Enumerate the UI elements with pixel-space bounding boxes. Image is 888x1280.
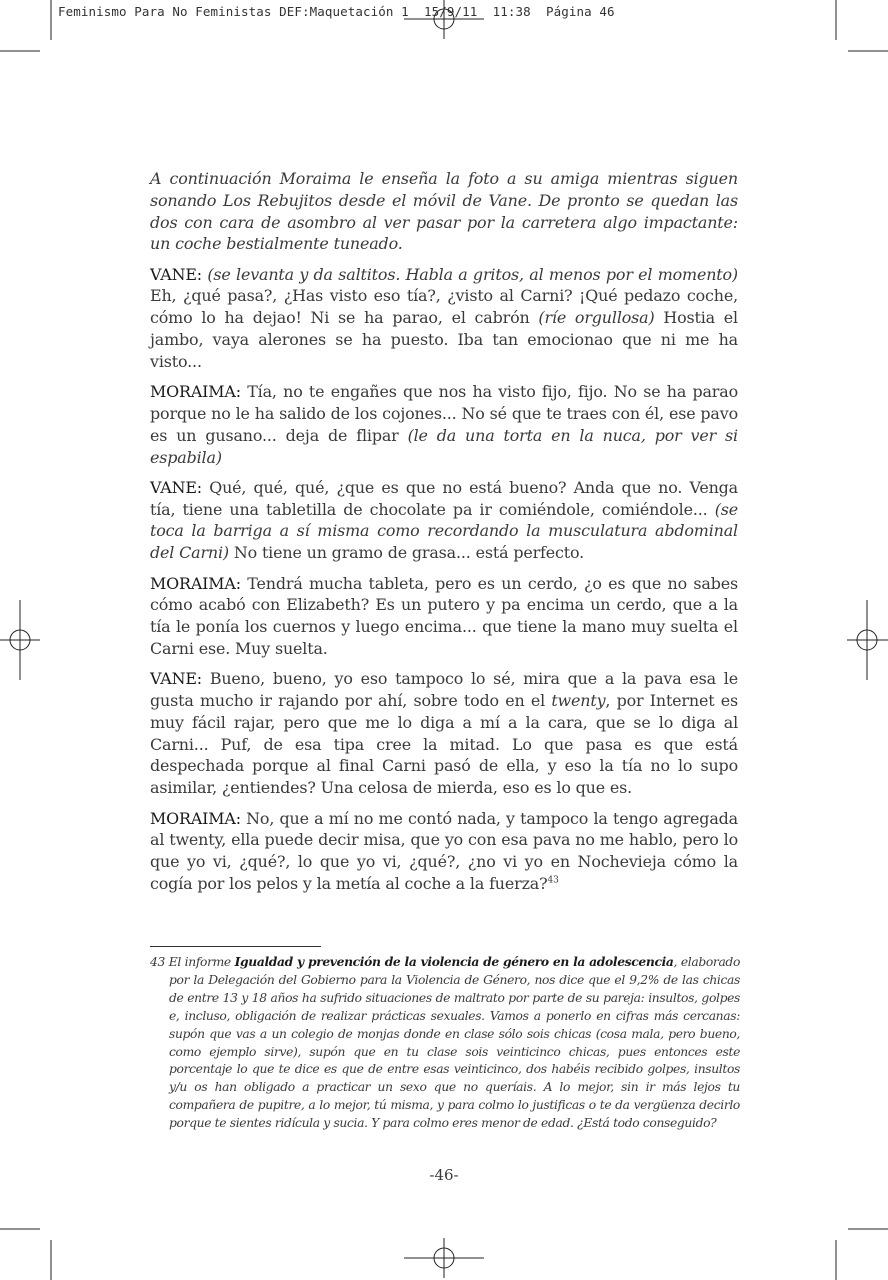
speaker-name: VANE:: [150, 669, 202, 689]
dialogue-text: Tía, no te engañes que nos ha visto fijo, fijo. No se ha parao porque no le ha salido de los cojones... No sé que te traes con él, ese pavo es un gusano... deja de flipar: [150, 382, 738, 445]
dialogue-text: Bueno, bueno, yo eso tampoco lo sé, mira que a la pava esa le gusta mucho ir rajando por ahí, sobre todo en el: [150, 669, 738, 711]
dialogue-text: No, que a mí no me contó nada, y tampoco la tengo agregada al twenty, ella puede decir misa, que yo con esa pava no me hablo, pero lo que yo vi, ¿qué?, lo que yo vi, ¿qué?, ¿no vi yo en Nochevieja cómo la cogía por los pelos y la metía al coche a la fuerza?: [150, 808, 738, 893]
stage-direction-text: A continuación Moraima le enseña la foto a su amiga mientras siguen sonando Los Rebujitos desde el móvil de Vane. De pronto se quedan las dos con cara de asombro al ver pasar por la carretera algo impactante: un coche bestialmente tuneado.: [150, 169, 738, 254]
footnote-rule: [150, 946, 321, 947]
dialogue-body: [150, 168, 738, 903]
dialogue-text: No tiene un gramo de grasa... está perfecto.: [228, 543, 585, 563]
dialogue-line: [150, 264, 738, 373]
print-slug-line: Feminismo Para No Feministas DEF:Maquetación 1 15/9/11 11:38 Página 46: [58, 4, 615, 19]
dialogue-text: Tendrá mucha tableta, pero es un cerdo, ¿o es que no sabes cómo acabó con Elizabeth? Es un putero y pa encima un cerdo, que a la tía le ponía los cuernos y luego encima... que tiene la mano muy suelta el Carni ese. Muy suelta.: [150, 573, 738, 658]
dialogue-text: Eh, ¿qué pasa?, ¿Has visto eso tía?, ¿visto al Carni? ¡Qué pedazo coche, cómo lo ha dejao! Ni se ha parao, el cabrón: [150, 286, 738, 328]
speaker-name: MORAIMA:: [150, 808, 241, 828]
dialogue-line: [150, 668, 738, 799]
speaker-name: MORAIMA:: [150, 382, 241, 402]
dialogue-text: Hostia el jambo, vaya alerones se ha puesto. Iba tan emocionao que ni me ha visto...: [150, 308, 738, 371]
dialogue-line: [150, 477, 738, 564]
footnote-text-before: El informe: [164, 955, 235, 969]
speaker-name: MORAIMA:: [150, 573, 241, 593]
dialogue-text: Qué, qué, qué, ¿que es que no está bueno? Anda que no. Venga tía, tiene una tabletilla de chocolate pa ir comiéndole, comiéndole...: [150, 477, 738, 519]
footnotes: [150, 946, 740, 1133]
speaker-name: VANE:: [150, 264, 202, 284]
dialogue-text: , por Internet es muy fácil rajar, pero que me lo diga a mí a la cara, que se lo diga al Carni... Puf, de esa tipa cree la mitad. Lo que pasa es que está despechada porque al final Carni pasó de ella, y eso la tía no lo supo asimilar, ¿entiendes? Una celosa de mierda, eso es lo que es.: [150, 691, 738, 798]
footnote-reference: 43: [547, 875, 559, 886]
dialogue-line: [150, 573, 738, 660]
stage-aside: (se levanta y da saltitos. Habla a gritos, al menos por el momento): [207, 264, 738, 284]
dialogue-line: [150, 808, 738, 895]
page-number: -46-: [429, 1166, 459, 1184]
footnote-report-title: Igualdad y prevención de la violencia de género en la adolescencia: [234, 954, 674, 969]
stage-direction: [150, 168, 738, 255]
stage-aside: (ríe orgullosa): [538, 308, 655, 328]
stage-aside: (se toca la barriga a sí misma como recordando la musculatura abdominal del Carni): [150, 499, 738, 563]
stage-aside: twenty: [551, 691, 606, 711]
footnote-43: [150, 953, 740, 1133]
speaker-name: VANE:: [150, 477, 202, 497]
stage-aside: (le da una torta en la nuca, por ver si espabila): [150, 425, 738, 467]
dialogue-line: [150, 381, 738, 468]
footnote-number: 43: [150, 955, 165, 969]
footnote-text-after: , elaborado por la Delegación del Gobierno para la Violencia de Género, nos dice que el 9,2% de las chicas de entre 13 y 18 años ha sufrido situaciones de maltrato por parte de su pareja: insultos, golpes e, incluso, obligación de realizar prácticas sexuales. Vamos a ponerlo en cifras más cercanas: supón que vas a un colegio de monjas donde en clase sólo sois chicas (cosa mala, pero bueno, como ejemplo sirve), supón que en tu clase sois veinticinco chicas, pues entonces este porcentaje lo que te dice es que de entre esas veinticinco, dos habéis recibido golpes, insultos y/u os han obligado a practicar un sexo que no queríais. A lo mejor, sin ir más lejos tu compañera de pupitre, a lo mejor, tú misma, y para colmo lo justificas o te da vergüenza decirlo porque te sientes ridícula y sucia. Y para colmo eres menor de edad. ¿Está todo conseguido?: [169, 955, 740, 1131]
